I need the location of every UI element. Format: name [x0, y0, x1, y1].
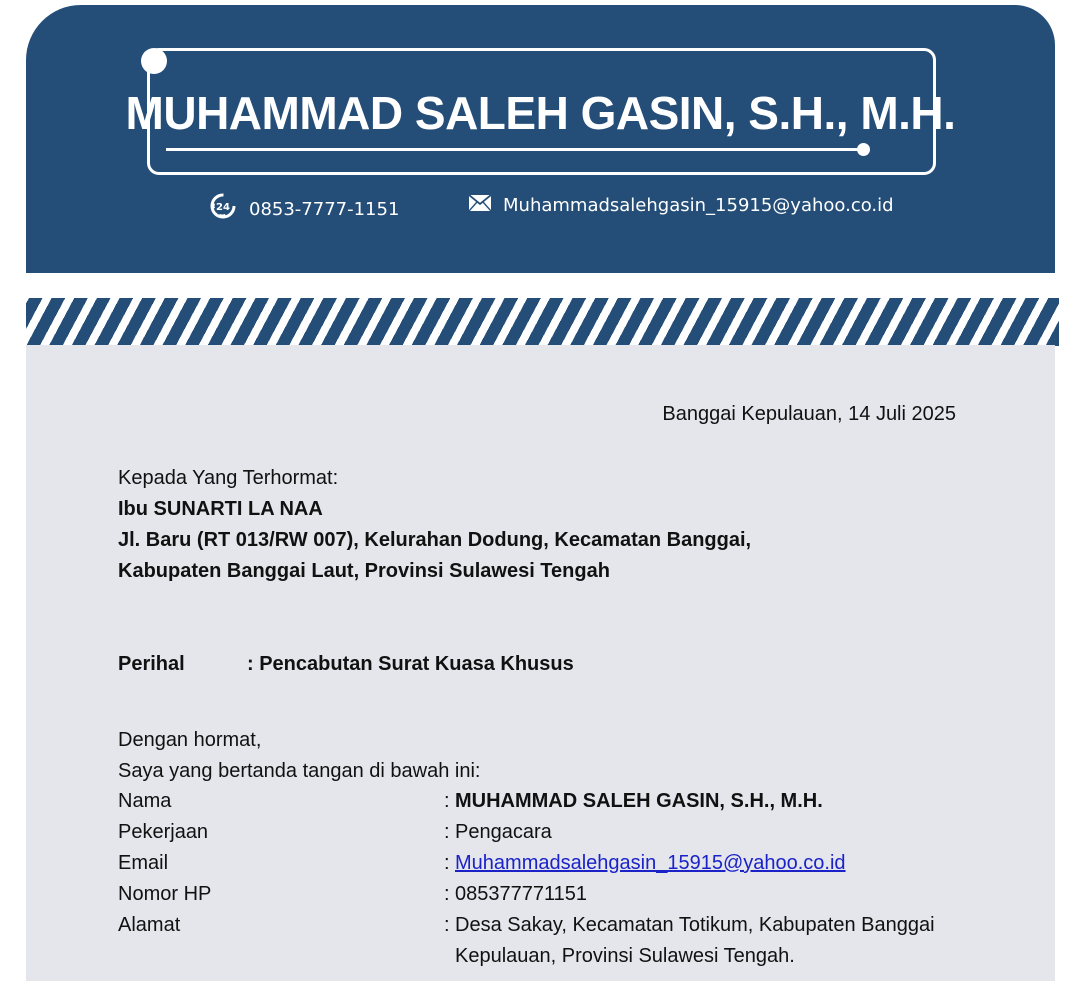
detail-colon: :: [444, 852, 450, 874]
letter-date: Banggai Kepulauan, 14 Juli 2025: [662, 403, 956, 425]
detail-label-alamat: Alamat: [118, 914, 181, 936]
opening-greeting: Dengan hormat,: [118, 729, 262, 751]
letterhead-name: MUHAMMAD SALEH GASIN, S.H., M.H.: [125, 87, 956, 139]
phone-number: 0853-7777-1151: [249, 199, 400, 220]
email-address: Muhammadsalehgasin_15915@yahoo.co.id: [503, 195, 894, 216]
recipient-address-line2: Kabupaten Banggai Laut, Provinsi Sulawesi Tengah: [118, 560, 610, 582]
letterhead: [26, 5, 1055, 273]
intro-sentence: Saya yang bertanda tangan di bawah ini:: [118, 760, 481, 782]
recipient-address-line1: Jl. Baru (RT 013/RW 007), Kelurahan Dodung, Kecamatan Banggai,: [118, 529, 752, 551]
svg-text:24: 24: [216, 202, 230, 213]
detail-value-alamat-line2: Kepulauan, Provinsi Sulawesi Tengah.: [455, 945, 795, 967]
detail-value-nomor-hp: 085377771151: [455, 883, 587, 905]
detail-label-nama: Nama: [118, 790, 172, 812]
envelope-icon: [469, 193, 491, 219]
detail-value-pekerjaan: Pengacara: [455, 821, 552, 843]
detail-value-email-link[interactable]: Muhammadsalehgasin_15915@yahoo.co.id: [455, 852, 846, 874]
recipient-salutation: Kepada Yang Terhormat:: [118, 467, 339, 489]
detail-colon: :: [444, 790, 450, 812]
detail-colon: :: [444, 914, 450, 936]
stripe-band: [26, 298, 1059, 346]
detail-value-nama: MUHAMMAD SALEH GASIN, S.H., M.H.: [455, 790, 823, 812]
underline-end-dot: [857, 143, 870, 156]
detail-label-pekerjaan: Pekerjaan: [118, 821, 209, 843]
phone-24-icon: [209, 193, 237, 227]
detail-value-alamat: Desa Sakay, Kecamatan Totikum, Kabupaten Banggai: [455, 914, 935, 936]
frame-corner-dot: [141, 48, 167, 74]
subject-label: Perihal: [118, 653, 185, 675]
detail-colon: :: [444, 821, 450, 843]
detail-label-nomor-hp: Nomor HP: [118, 883, 212, 905]
subject-value: : Pencabutan Surat Kuasa Khusus: [247, 653, 574, 675]
detail-label-email: Email: [118, 852, 169, 874]
detail-colon: :: [444, 883, 450, 905]
name-underline: [166, 148, 864, 151]
letterhead-email: [469, 193, 894, 219]
recipient-name: Ibu SUNARTI LA NAA: [118, 498, 323, 520]
letterhead-phone: [209, 193, 399, 227]
